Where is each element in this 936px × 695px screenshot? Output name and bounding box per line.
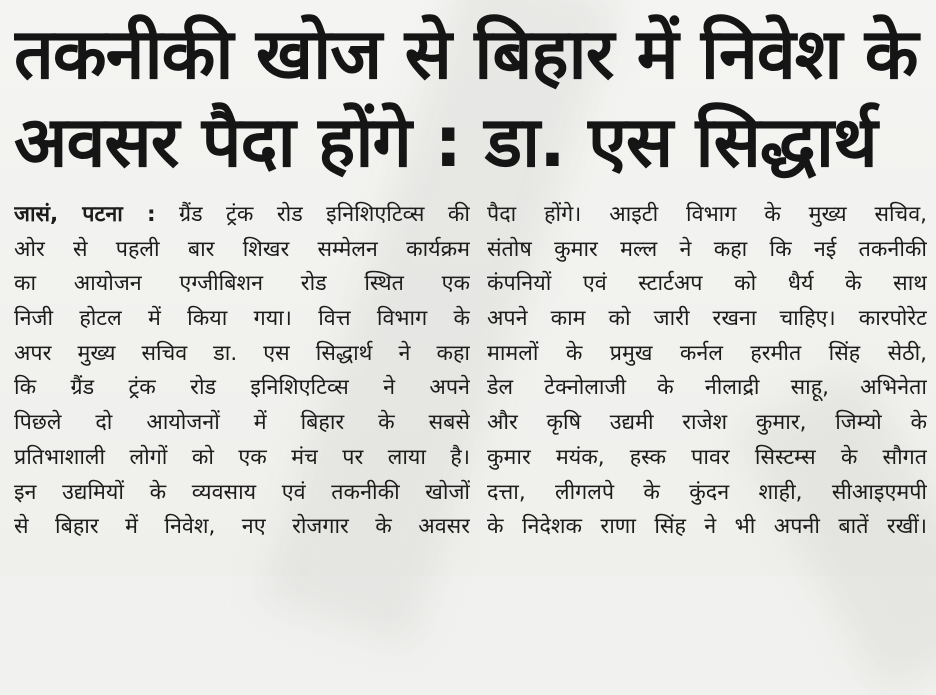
- article-line: और कृषि उद्यमी राजेश कुमार, जिम्यो के: [487, 410, 927, 436]
- article-line: कि ग्रैंड ट्रंक रोड इनिशिएटिव्स ने अपने: [14, 375, 470, 401]
- dateline: जासं, पटना :: [14, 202, 156, 227]
- headline-line-2: अवसर पैदा होंगे : डा. एस सिद्धार्थ: [14, 101, 877, 183]
- headline-line-1: तकनीकी खोज से बिहार में निवेश के: [14, 13, 918, 95]
- article-line: पैदा होंगे। आइटी विभाग के मुख्य सचिव,: [487, 202, 927, 227]
- article-line: प्रतिभाशाली लोगों को एक मंच पर लाया है।: [14, 444, 470, 470]
- article-line: अपने काम को जारी रखना चाहिए। कारपोरेट: [487, 306, 927, 332]
- article-line: अपर मुख्य सचिव डा. एस सिद्धार्थ ने कहा: [14, 340, 470, 366]
- article-line: से बिहार में निवेश, नए रोजगार के अवसर: [14, 514, 470, 540]
- article-line: निजी होटल में किया गया। वित्त विभाग के: [14, 306, 470, 332]
- article-line: डेल टेक्नोलाजी के नीलाद्री साहू, अभिनेता: [487, 375, 927, 401]
- article-column-left: [14, 198, 470, 545]
- article-line: पिछले दो आयोजनों में बिहार के सबसे: [14, 410, 470, 436]
- article-line: ओर से पहली बार शिखर सम्मेलन कार्यक्रम: [14, 236, 470, 262]
- article-line: जासं, पटना : ग्रैंड ट्रंक रोड इनिशिएटिव्स की: [14, 202, 470, 227]
- article-line: मामलों के प्रमुख कर्नल हरमीत सिंह सेठी,: [487, 340, 927, 366]
- article-line: कुमार मयंक, हस्क पावर सिस्टम्स के सौगत: [487, 444, 927, 470]
- article-line: के निदेशक राणा सिंह ने भी अपनी बातें रखीं।: [487, 514, 927, 540]
- article-line: कंपनियों एवं स्टार्टअप को धैर्य के साथ: [487, 271, 927, 297]
- article-column-right: [487, 198, 927, 545]
- article-line: दत्ता, लीगलपे के कुंदन शाही, सीआइएमपी: [487, 479, 927, 505]
- article-line: इन उद्यमियों के व्यवसाय एवं तकनीकी खोजों: [14, 479, 470, 505]
- article-line: संतोष कुमार मल्ल ने कहा कि नई तकनीकी: [487, 236, 927, 262]
- article-line: का आयोजन एग्जीबिशन रोड स्थित एक: [14, 271, 470, 297]
